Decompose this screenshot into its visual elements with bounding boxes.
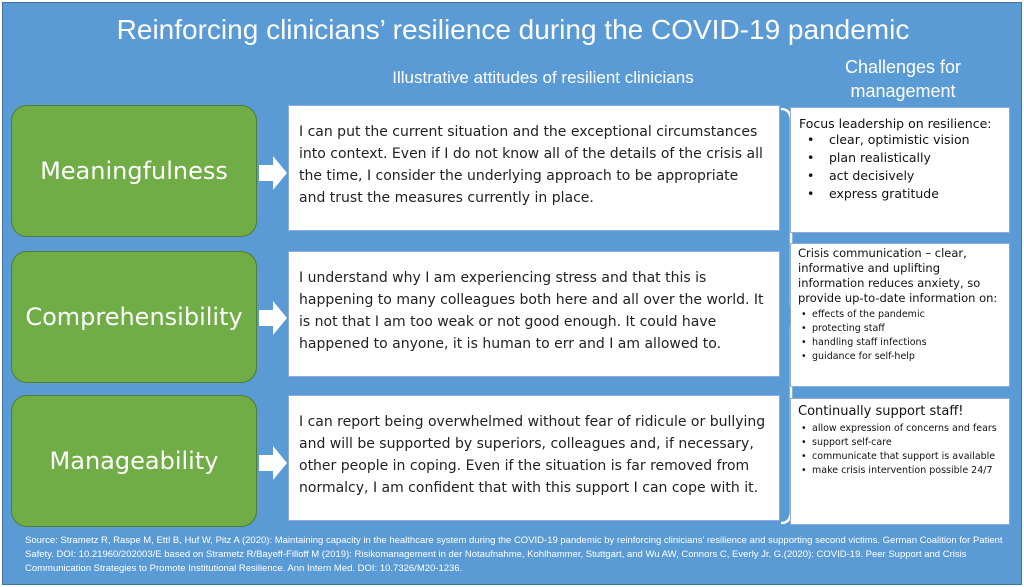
- list-item: • plan realistically: [799, 150, 1001, 166]
- list-item: • clear, optimistic vision: [799, 132, 1001, 148]
- list-item: • allow expression of concerns and fears: [798, 423, 1003, 435]
- list-item: • guidance for self-help: [798, 351, 1003, 363]
- concept-label: Meaningfulness: [40, 157, 228, 185]
- right-arrow-icon: [259, 301, 287, 335]
- list-item: • handling staff infections: [798, 337, 1003, 349]
- attitude-text: I can report being overwhelmed without fear of ridicule or bullying and will be supported by superiors, colleagues and, if necessary, other people in coping. Even if the situation is far removed from normalcy, I am confident that with this support I can cope with it.: [299, 414, 766, 496]
- right-arrow-icon: [259, 156, 287, 190]
- challenges-heading: Challenges for management: [844, 57, 962, 101]
- management-heading: Focus leadership on resilience:: [799, 116, 992, 131]
- list-item: • act decisively: [799, 168, 1001, 184]
- management-box-communication: [790, 243, 1010, 387]
- list-item: • make crisis intervention possible 24/7: [798, 465, 1003, 477]
- management-list: [799, 132, 1001, 202]
- attitude-box-comprehensibility: [288, 251, 780, 377]
- list-item: • protecting staff: [798, 323, 1003, 335]
- concept-label: Comprehensibility: [25, 303, 243, 331]
- management-list: [798, 423, 1003, 477]
- attitude-box-manageability: [288, 395, 780, 521]
- infographic-panel: [2, 2, 1022, 585]
- attitude-text: I understand why I am experiencing stress and that this is happening to many colleagues both here and all over the world. It is not that I am too weak or not good enough. It could have happened to anyone, it is human to err and I am allowed to.: [299, 270, 764, 352]
- management-box-leadership: [790, 107, 1010, 233]
- source-citation: Source: Strametz R, Raspe M, Ettl B, Huf W, Pitz A (2020): Maintaining capacity in the healthcare system during the COVID-19 pandemic by reinforcing clinicians’ resilience and supporting second victims. German Coalition for Patient Safety. DOI: 10.21960/202003/E based on Strametz R/Bayeff-Filloff M (2019): Risikomanagement in der Notaufnahme, Kohlhammer, Stuttgart, and Wu AW, Connors C, Everly Jr. G.(2020): COVID-19. Peer Support and Crisis Communication Strategies to Promote Institutional Resilience. Ann Intern Med. DOI: 10.7326/M20-1236.: [25, 535, 1003, 574]
- concept-manageability: [11, 395, 257, 527]
- list-item: • express gratitude: [799, 186, 1001, 202]
- attitude-text: I can put the current situation and the exceptional circumstances into context. Even if I do not know all of the details of the crisis all the time, I consider the underlying approach to be appropriate and trust the measures currently in place.: [299, 124, 763, 206]
- list-item: • support self-care: [798, 437, 1003, 449]
- management-heading: Continually support staff!: [798, 404, 964, 419]
- list-item: • communicate that support is available: [798, 451, 1003, 463]
- list-item: • effects of the pandemic: [798, 309, 1003, 321]
- right-arrow-icon: [259, 446, 287, 480]
- concept-comprehensibility: [11, 251, 257, 383]
- management-heading: Crisis communication – clear, informative and uplifting information reduces anxiety, so provide up-to-date information on:: [798, 246, 998, 305]
- attitudes-heading: Illustrative attitudes of resilient clinicians: [392, 68, 694, 87]
- attitude-box-meaningfulness: [288, 105, 780, 231]
- concept-meaningfulness: [11, 105, 257, 237]
- management-list: [798, 309, 1003, 363]
- page-title: Reinforcing clinicians’ resilience during the COVID-19 pandemic: [116, 14, 910, 45]
- management-box-support: [790, 398, 1010, 525]
- concept-label: Manageability: [49, 447, 219, 475]
